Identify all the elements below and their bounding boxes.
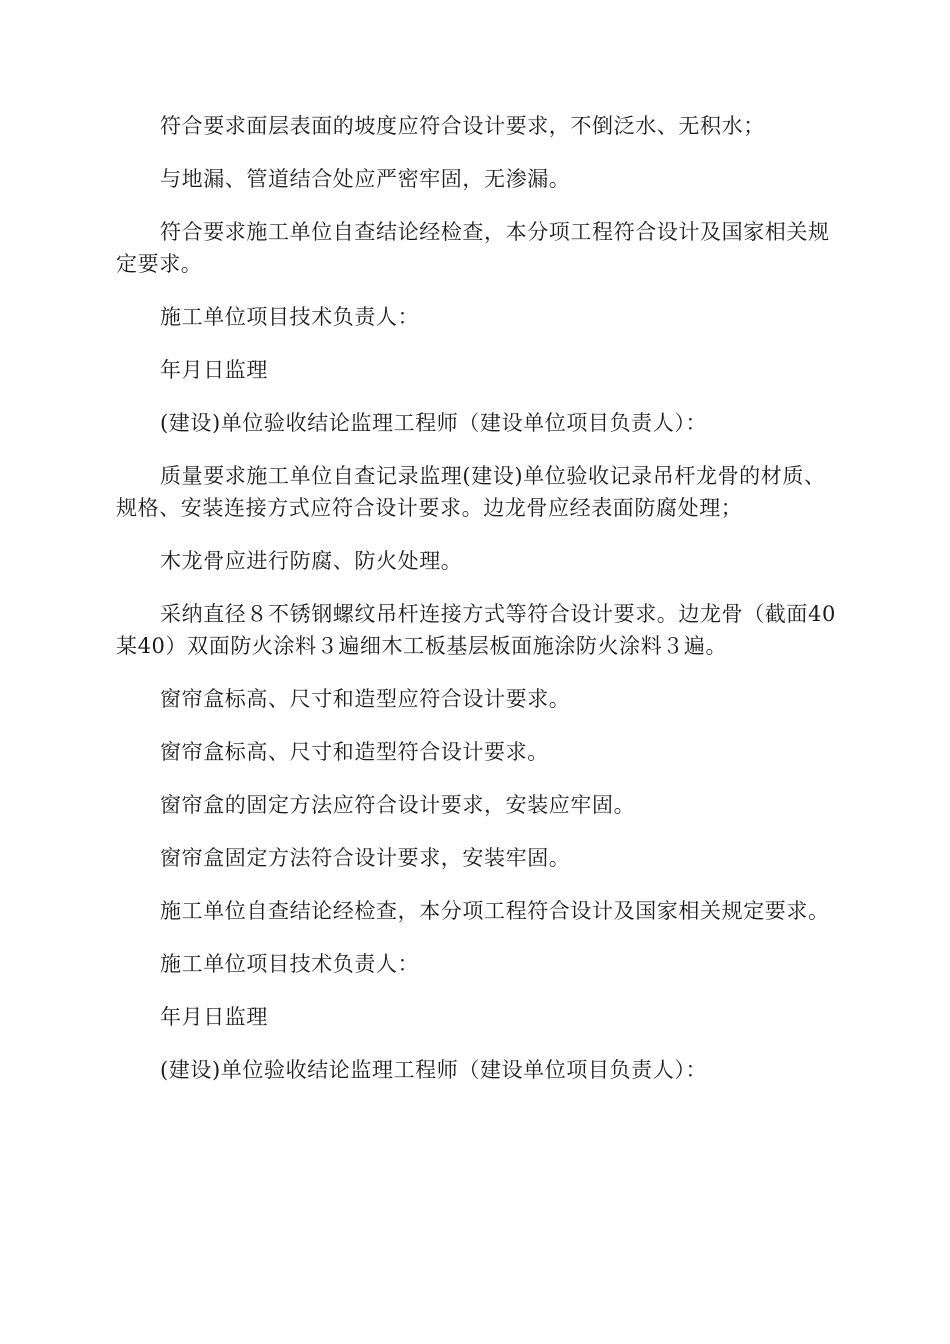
- paragraph-quality-requirements: 质量要求施工单位自查记录监理(建设)单位验收记录吊杆龙骨的材质、规格、安装连接方式应符合设计要求。边龙骨应经表面防腐处理；: [116, 464, 826, 520]
- paragraph-wood-keel: 木龙骨应进行防腐、防火处理。: [160, 549, 463, 573]
- paragraph-self-check-conclusion-2: 施工单位自查结论经检查，本分项工程符合设计及国家相关规定要求。: [160, 899, 830, 923]
- paragraph-acceptance-conclusion: (建设)单位验收结论监理工程师（建设单位项目负责人）：: [160, 411, 708, 435]
- paragraph-curtain-box-result: 窗帘盒标高、尺寸和造型符合设计要求。: [160, 740, 549, 764]
- paragraph-technical-lead: 施工单位项目技术负责人：: [160, 305, 420, 329]
- paragraph-acceptance-conclusion-2: (建设)单位验收结论监理工程师（建设单位项目负责人）：: [160, 1058, 708, 1082]
- paragraph-date-supervision-2: 年月日监理: [160, 1005, 268, 1029]
- paragraph-floor-drain: 与地漏、管道结合处应严密牢固，无渗漏。: [160, 167, 571, 191]
- document-page: [116, 110, 836, 1107]
- paragraph-technical-lead-2: 施工单位项目技术负责人：: [160, 952, 420, 976]
- paragraph-self-check-conclusion: 符合要求施工单位自查结论经检查，本分项工程符合设计及国家相关规定要求。: [116, 220, 830, 276]
- paragraph-curtain-box-requirement: 窗帘盒标高、尺寸和造型应符合设计要求。: [160, 687, 571, 711]
- paragraph-hanger-rod: 采纳直径８不锈钢螺纹吊杆连接方式等符合设计要求。边龙骨（截面40某40）双面防火涂料３遍细木工板基层板面施涂防火涂料３遍。: [116, 602, 836, 658]
- paragraph-date-supervision: 年月日监理: [160, 358, 268, 382]
- paragraph-curtain-box-fixing-requirement: 窗帘盒的固定方法应符合设计要求，安装应牢固。: [160, 793, 636, 817]
- paragraph-curtain-box-fixing-result: 窗帘盒固定方法符合设计要求，安装牢固。: [160, 846, 571, 870]
- paragraph-slope: 符合要求面层表面的坡度应符合设计要求，不倒泛水、无积水；: [160, 114, 765, 138]
